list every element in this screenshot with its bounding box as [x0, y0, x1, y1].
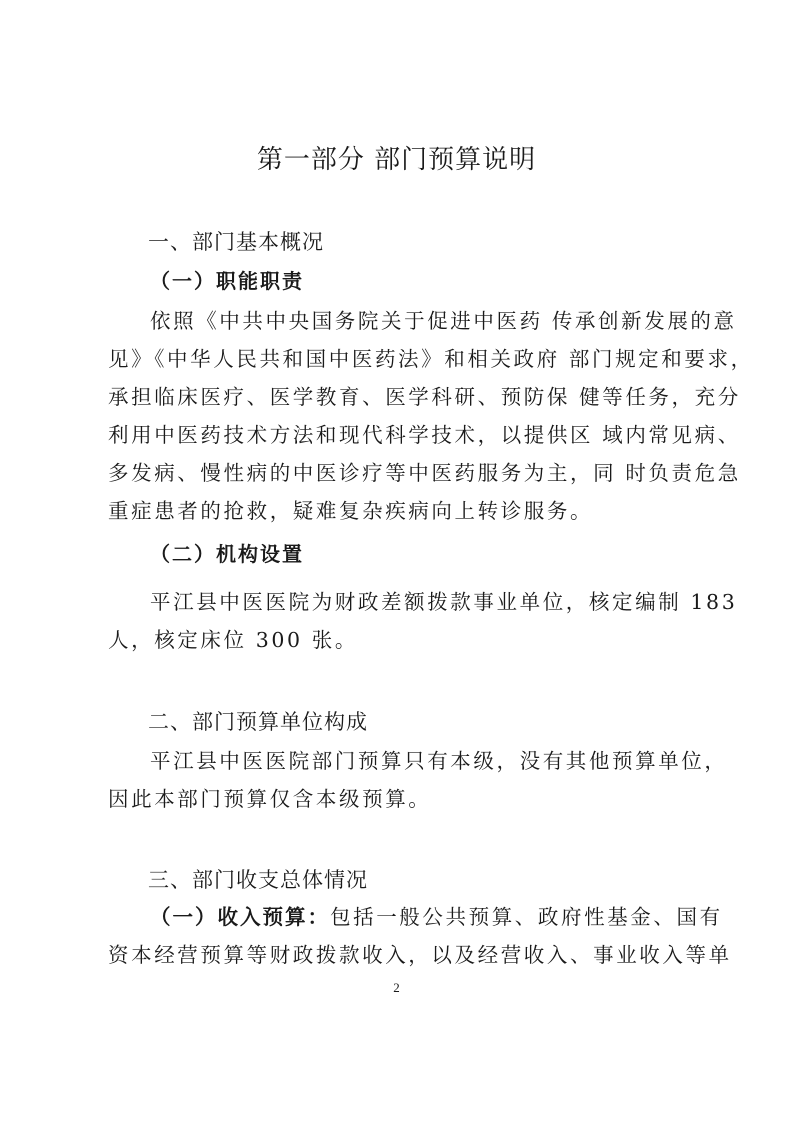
income-budget-lead: （一）收入预算：: [150, 905, 330, 929]
subsection-heading-functions: （一）职能职责: [150, 269, 304, 293]
page-number: 2: [393, 980, 400, 995]
paragraph-line: 承担临床医疗、医学教育、医学科研、预防保 健等任务，充分: [108, 385, 741, 409]
paragraph-budget-units: [108, 742, 728, 818]
paragraph-line: 利用中医药技术方法和现代科学技术，以提供区 域内常见病、: [108, 423, 741, 447]
paragraph-line: 多发病、慢性病的中医诊疗等中医药服务为主，同 时负责危急: [108, 461, 741, 485]
paragraph-line: 重症患者的抢救，疑难复杂疾病向上转诊服务。: [108, 499, 594, 523]
paragraph-line: 人，核定床位 300 张。: [108, 628, 358, 652]
paragraph-line: 平江县中医医院为财政差额拨款事业单位，核定编制 183: [150, 590, 738, 614]
paragraph-line: 见》《中华人民共和国中医药法》和相关政府 部门规定和要求，: [108, 347, 754, 371]
paragraph-line: 依照《中共中央国务院关于促进中医药 传承创新发展的意: [150, 309, 737, 333]
paragraph-organization: [108, 583, 738, 659]
paragraph-income-budget: [108, 898, 732, 974]
section-heading-3: 三、部门收支总体情况: [148, 868, 368, 892]
page-title: 第一部分 部门预算说明: [256, 145, 537, 175]
paragraph-line: 资本经营预算等财政拨款收入，以及经营收入、事业收入等单: [108, 943, 732, 967]
subsection-heading-organization: （二）机构设置: [150, 542, 304, 566]
section-heading-1: 一、部门基本概况: [148, 230, 324, 254]
section-heading-2: 二、部门预算单位构成: [148, 710, 368, 734]
paragraph-line: [108, 898, 723, 936]
income-budget-text: 包括一般公共预算、政府性基金、国有: [330, 905, 723, 929]
paragraph-line: 因此本部门预算仅含本级预算。: [108, 787, 432, 811]
paragraph-functions: [108, 302, 754, 530]
paragraph-line: 平江县中医医院部门预算只有本级，没有其他预算单位，: [150, 749, 728, 773]
